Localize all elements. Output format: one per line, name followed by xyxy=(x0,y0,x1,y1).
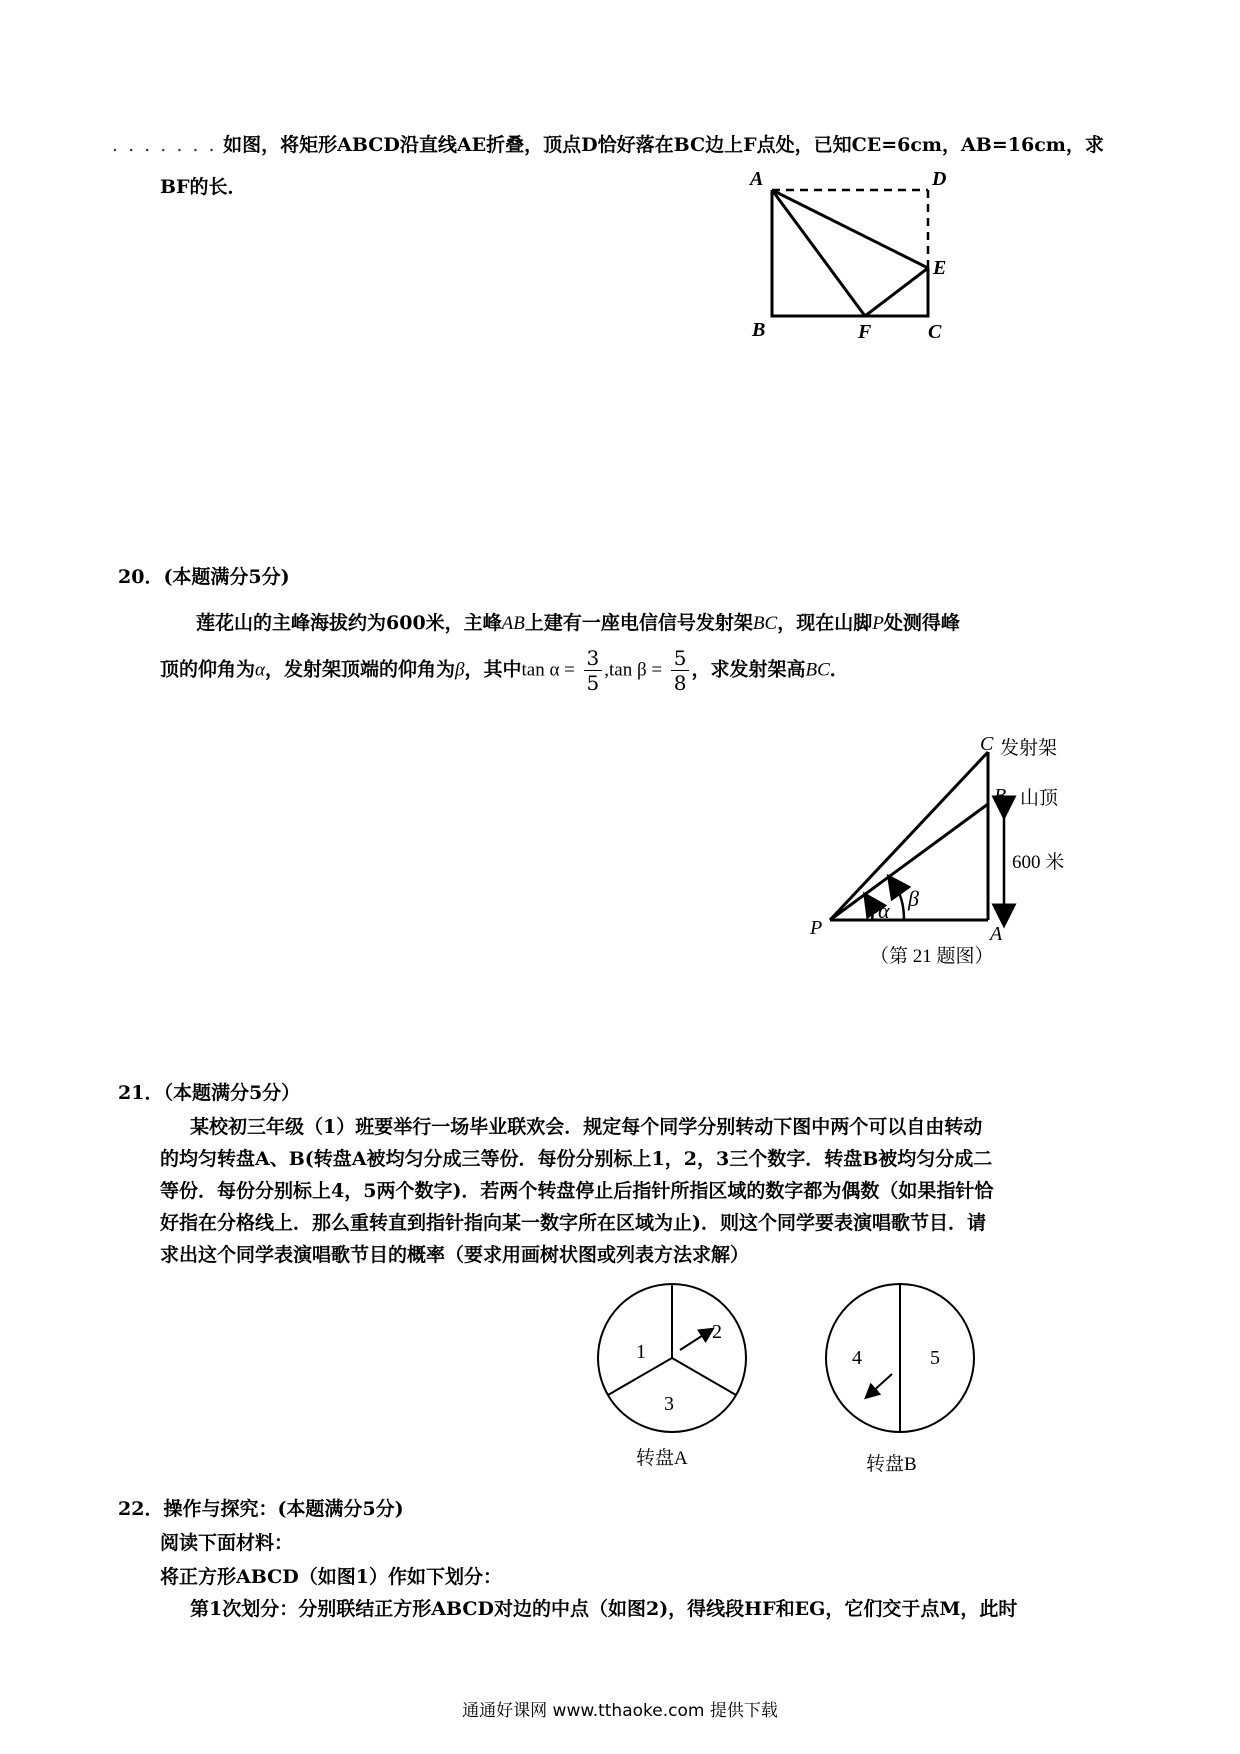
q20-l2-pre: 顶的仰角为 xyxy=(160,658,256,681)
segment-AF xyxy=(772,190,865,316)
q21-line4: 好指在分格线上．那么重转直到指针指向某一数字所在区域为止)．则这个同学要表演唱歌节目．请 xyxy=(160,1212,986,1234)
q20-p: P xyxy=(872,613,884,634)
frac2-den: 8 xyxy=(673,671,687,695)
fig-label-A: A xyxy=(990,923,1003,945)
spinner-a-divider-2 xyxy=(672,1358,736,1395)
spinner-a-label: 转盘A xyxy=(636,1448,688,1469)
fig-label-peak: 山顶 xyxy=(1020,788,1059,809)
frac1-den: 5 xyxy=(586,671,600,695)
segment-AE xyxy=(772,190,928,268)
label-D: D xyxy=(932,168,947,190)
q21-line1: 某校初三年级（1）班要举行一场毕业联欢会．规定每个同学分别转动下图中两个可以自由转动 xyxy=(190,1116,983,1138)
q21-line2: 的均匀转盘A、B(转盘A被均匀分成三等份．每份分别标上1，2，3三个数字．转盘B被均匀分成二 xyxy=(160,1148,993,1170)
spinner-b-number-4: 4 xyxy=(852,1347,862,1369)
fig-label-C: C xyxy=(980,733,994,755)
leading-dots: . . . . . . . xyxy=(112,134,217,156)
q22-line3: 第1次划分：分别联结正方形ABCD对边的中点（如图2)，得线段HF和EG，它们交于点M，此时 xyxy=(190,1598,1018,1620)
spinner-b-number-5: 5 xyxy=(930,1347,940,1369)
fig-label-alpha: α xyxy=(878,898,890,923)
fig-label-B: B xyxy=(994,785,1007,807)
segment-FE xyxy=(865,268,928,316)
q20-line1 xyxy=(196,614,960,633)
q20-l1-mid2: ，现在山脚 xyxy=(777,612,873,634)
q20-l1-pre: 莲花山的主峰海拔约为600米，主峰 xyxy=(196,612,502,634)
spinner-a-pointer xyxy=(680,1332,708,1350)
label-F: F xyxy=(858,321,872,343)
q19-line1 xyxy=(112,136,1104,155)
q22-line1: 阅读下面材料： xyxy=(160,1532,294,1554)
q20-tan-beta: ,tan β = xyxy=(604,659,663,681)
q20-bc2: BC xyxy=(805,659,830,681)
q21-line5: 求出这个同学表演唱歌节目的概率（要求用画树状图或列表方法求解） xyxy=(160,1244,750,1266)
fig-label-tower: 发射架 xyxy=(1000,738,1058,759)
q20-l1-post: 处测得峰 xyxy=(883,612,960,634)
label-B: B xyxy=(752,319,766,341)
spinner-b-pointer xyxy=(870,1374,892,1394)
alpha-arc xyxy=(870,902,873,920)
beta-arc xyxy=(894,884,904,920)
label-C: C xyxy=(928,321,942,343)
fig-label-P: P xyxy=(810,917,823,939)
q21-line3: 等份．每份分别标上4，5两个数字)．若两个转盘停止后指针所指区域的数字都为偶数（如果指针恰 xyxy=(160,1180,994,1202)
q20-l2-end: ． xyxy=(829,658,849,681)
fig-label-height: 600 米 xyxy=(1012,852,1065,873)
q20-l1-mid: 上建有一座电信信号发射架 xyxy=(524,612,753,634)
page-footer: 通通好课网 www.tthaoke.com 提供下载 xyxy=(462,1701,778,1721)
fig-label-beta: β xyxy=(908,886,919,911)
label-A: A xyxy=(750,168,764,190)
q20-l2-mid2: ，其中 xyxy=(464,658,522,681)
q20-line2 xyxy=(160,646,849,695)
q20-l2-mid: ，发射架顶端的仰角为 xyxy=(265,658,456,681)
q20-tan-alpha: tan α = xyxy=(521,659,575,681)
rectangle-fold-figure xyxy=(740,160,970,350)
spinner-a-number-2: 2 xyxy=(712,1321,722,1343)
fig-caption: （第 21 题图） xyxy=(870,946,994,967)
label-E: E xyxy=(933,257,947,279)
q20-alpha: α xyxy=(255,659,265,681)
q19-line2: BF的长． xyxy=(160,176,247,198)
fraction-3-5 xyxy=(584,646,603,695)
q20-beta: β xyxy=(455,659,465,681)
q20-header: 20．(本题满分5分) xyxy=(118,566,290,588)
q22-line2: 将正方形ABCD（如图1）作如下划分： xyxy=(160,1566,502,1588)
q21-header: 21．（本题满分5分） xyxy=(118,1082,301,1104)
q20-bc: BC xyxy=(752,613,778,634)
frac1-num: 3 xyxy=(584,646,603,671)
spinner-a-number-1: 1 xyxy=(636,1341,646,1363)
fraction-5-8 xyxy=(671,646,690,695)
q19-text-line1: 如图，将矩形ABCD沿直线AE折叠，顶点D恰好落在BC边上F点处，已知CE=6cm，AB=16cm，求 xyxy=(223,134,1104,156)
mountain-tower-figure xyxy=(800,722,1090,972)
spinner-a-number-3: 3 xyxy=(664,1393,674,1415)
spinner-a-divider-3 xyxy=(608,1358,672,1395)
q20-ab: AB xyxy=(501,613,525,634)
q20-l2-post: ，求发射架高 xyxy=(691,658,806,681)
q22-header: 22．操作与探究：(本题满分5分) xyxy=(118,1498,404,1520)
spinners-figure xyxy=(590,1270,1010,1502)
spinner-b-label: 转盘B xyxy=(866,1454,917,1475)
frac2-num: 5 xyxy=(671,646,690,671)
